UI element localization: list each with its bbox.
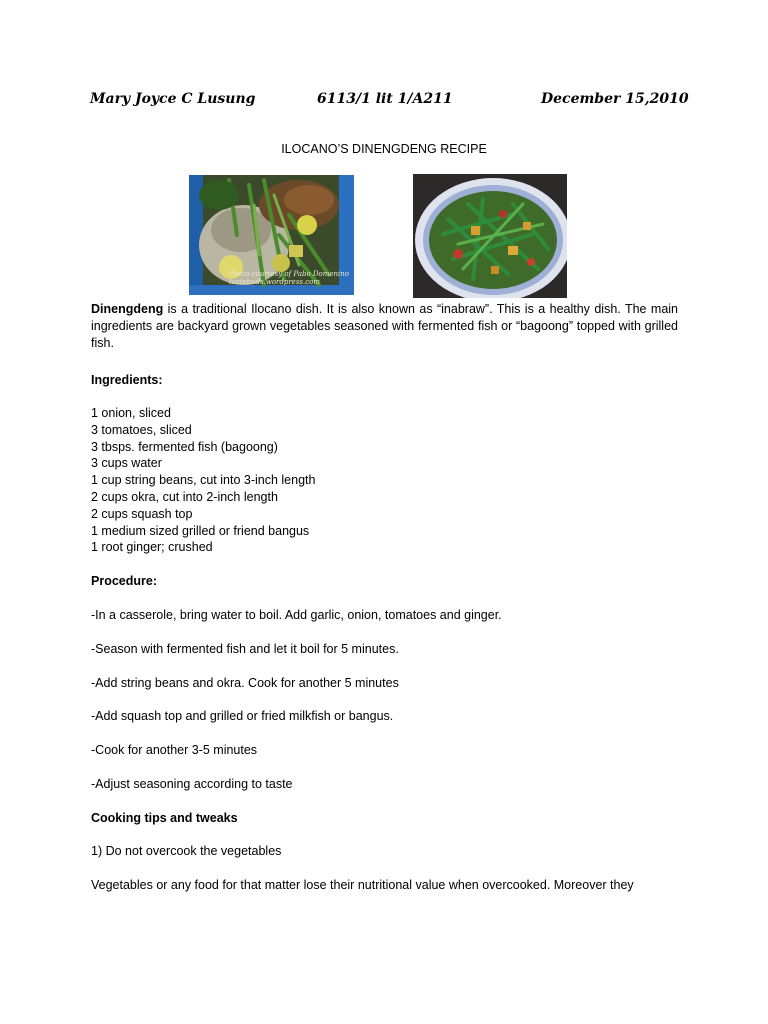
procedure-step: -Add string beans and okra. Cook for another 5 minutes — [91, 676, 399, 690]
tip-text: Vegetables or any food for that matter lose their nutritional value when overcooked. Moreover they — [91, 878, 634, 892]
dinengdeng-photo-left — [189, 175, 354, 295]
list-item: 1 onion, sliced — [91, 406, 171, 420]
photo-watermark-line1: Photo courtesy of Pabo Domenino — [229, 270, 349, 278]
procedure-step: -Adjust seasoning according to taste — [91, 777, 293, 791]
procedure-step: -In a casserole, bring water to boil. Add garlic, onion, tomatoes and ginger. — [91, 608, 502, 622]
ingredients-list — [91, 405, 678, 556]
list-item: 1 root ginger; crushed — [91, 540, 213, 555]
course-code: 6113/1 lit 1/A211 — [317, 91, 453, 107]
tips-heading — [91, 810, 678, 827]
procedure-step: -Season with fermented fish and let it boil for 5 minutes. — [91, 642, 399, 656]
intro-text: is a traditional Ilocano dish. It is also known as “inabraw”. This is a healthy dish. The main ingredients are backyard grown vegetables seasoned with fermented fish or “bagoong” topped with grilled fish. — [91, 302, 678, 350]
list-item: 3 tbsps. fermented fish (bagoong) — [91, 439, 278, 454]
procedure-heading-text: Procedure: — [91, 574, 157, 588]
list-item: 1 cup string beans, cut into 3-inch length — [91, 473, 316, 488]
author-name: Mary Joyce C Lusung — [90, 91, 256, 107]
dinengdeng-photo-right — [413, 174, 567, 298]
photo-watermark-line2: tastebuds.wordpress.com — [229, 278, 321, 286]
intro-paragraph — [91, 301, 678, 352]
list-item: 2 cups squash top — [91, 506, 193, 521]
procedure-step: -Add squash top and grilled or fried milkfish or bangus. — [91, 709, 394, 723]
document-date: December 15,2010 — [541, 91, 689, 107]
list-item: 3 tomatoes, sliced — [91, 422, 192, 437]
list-item: 1 medium sized grilled or friend bangus — [91, 523, 310, 538]
ingredients-heading — [91, 372, 678, 389]
list-item: 2 cups okra, cut into 2-inch length — [91, 489, 278, 504]
tips-heading-text: Cooking tips and tweaks — [91, 811, 238, 825]
intro-lead-word: Dinengdeng — [91, 302, 164, 316]
procedure-step: -Cook for another 3-5 minutes — [91, 743, 258, 757]
list-item: 3 cups water — [91, 456, 162, 471]
recipe-title: ILOCANO’S DINENGDENG RECIPE — [281, 142, 487, 156]
ingredients-heading-text: Ingredients: — [91, 373, 163, 387]
procedure-heading — [91, 573, 678, 590]
tip-item: 1) Do not overcook the vegetables — [91, 844, 282, 858]
